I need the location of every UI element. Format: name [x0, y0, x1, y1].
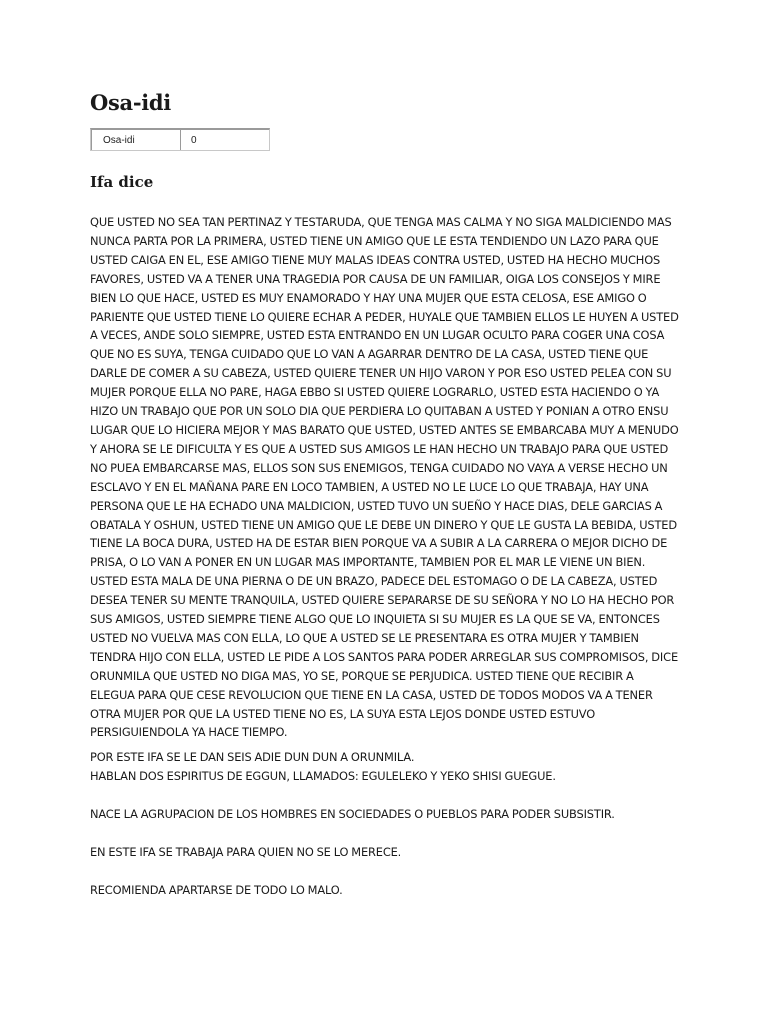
text-line-recommendation: RECOMIENDA APARTARSE DE TODO LO MALO. [90, 883, 343, 897]
spacer [90, 786, 680, 805]
spacer [90, 862, 680, 881]
info-table [90, 128, 270, 151]
text-line-origin: NACE LA AGRUPACION DE LOS HOMBRES EN SOCIEDADES O PUEBLOS PARA PODER SUBSISTIR. [90, 807, 615, 822]
info-table-name-cell: Osa-idi [91, 130, 181, 150]
main-paragraph: QUE USTED NO SEA TAN PERTINAZ Y TESTARUDA, QUE TENGA MAS CALMA Y NO SIGA MALDICIENDO MAS NUNCA PARTA POR LA PRIMERA, USTED TIENE UN AMIGO QUE LE ESTA TENDIENDO UN LAZO PARA QUE USTED CAIGA EN EL, ESE AMIGO TIENE MUY MALAS IDEAS CONTRA USTED, USTED HA HECHO MUCHOS FAVORES, USTED VA A TENER UNA TRAGEDIA POR CAUSA DE UN FAMILIAR, OIGA LOS CONSEJOS Y MIRE BIEN LO QUE HACE, USTED ES MUY ENAMORADO Y HAY UNA MUJER QUE ESTA CELOSA, ESE AMIGO O PARIENTE QUE USTED TIENE LO QUIERE ECHAR A PEDER, HUYALE QUE TAMBIEN ELLOS LE HUYEN A USTED A VECES, ANDE SOLO SIEMPRE, USTED ESTA ENTRANDO EN UN LUGAR OCULTO PARA COGER UNA COSA QUE NO ES SUYA, TENGA CUIDADO QUE LO VAN A AGARRAR DENTRO DE LA CASA, USTED TIENE QUE DARLE DE COMER A SU CABEZA, USTED QUIERE TENER UN HIJO VARON Y POR ESO USTED PELEA CON SU MUJER PORQUE ELLA NO PARE, HAGA EBBO SI USTED QUIERE LOGRARLO, USTED ESTA HACIENDO O YA HIZO UN TRABAJO QUE POR UN SOLO DIA QUE PERDIERA LO QUITABAN A USTED Y PONIAN A OTRO ENSU LUGAR QUE LO HICIERA MEJOR Y MAS BARATO QUE USTED, USTED ANTES SE EMBARCABA MUY A MENUDO Y AHORA SE LE DIFICULTA Y ES QUE A USTED SUS AMIGOS LE HAN HECHO UN TRABAJO PARA QUE USTED NO PUEA EMBARCARSE MAS, ELLOS SON SUS ENEMIGOS, TENGA CUIDADO NO VAYA A VERSE HECHO UN ESCLAVO Y EN EL MAÑANA PARE EN LOCO TAMBIEN, A USTED NO LE LUCE LO QUE TRABAJA, HAY UNA PERSONA QUE LE HA ECHADO UNA MALDICION, USTED TUVO UN SUEÑO Y HACE DIAS, DELE GARCIAS A OBATALA Y OSHUN, USTED TIENE UN AMIGO QUE LE DEBE UN DINERO Y QUE LE GUSTA LA BEBIDA, USTED TIENE LA BOCA DURA, USTED HA DE ESTAR BIEN PORQUE VA A SUBIR A LA CARRERA O MEJOR DICHO DE PRISA, O LO VAN A PONER EN UN LUGAR MAS IMPORTANTE, TAMBIEN POR EL MAR LE VIENE UN BIEN. USTED ESTA MALA DE UNA PIERNA O DE UN BRAZO, PADECE DEL ESTOMAGO O DE LA CABEZA, USTED DESEA TENER SU MENTE TRANQUILA, USTED QUIERE SEPARARSE DE SU SEÑORA Y NO LO HA HECHO POR SUS AMIGOS, USTED SIEMPRE TIENE ALGO QUE LO INQUIETA SI SU MUJER ES LA QUE SE VA, ENTONCES USTED NO VUELVA MAS CON ELLA, LO QUE A USTED SE LE PRESENTARA ES OTRA MUJER Y TAMBIEN TENDRA HIJO CON ELLA, USTED LE PIDE A LOS SANTOS PARA PODER ARREGLAR SUS COMPROMISOS, DICE ORUNMILA QUE USTED NO DIGA MAS, YO SE, PORQUE SE PERJUDICA. USTED TIENE QUE RECIBIR A ELEGUA PARA QUE CESE REVOLUCION QUE TIENE EN LA CASA, USTED DE TODOS MODOS VA A TENER OTRA MUJER POR QUE LA USTED TIENE NO ES, LA SUYA ESTA LEJOS DONDE USTED ESTUVO PERSIGUIENDOLA YA HACE TIEMPO. [90, 215, 679, 740]
text-line-spirits: HABLAN DOS ESPIRITUS DE EGGUN, LLAMADOS: EGULELEKO Y YEKO SHISI GUEGUE. [90, 769, 556, 784]
text-line-offering: POR ESTE IFA SE LE DAN SEIS ADIE DUN DUN A ORUNMILA. [90, 750, 415, 765]
spacer [90, 824, 680, 843]
document-page [90, 88, 680, 900]
page-title: Osa-idi [90, 90, 171, 115]
text-line-work: EN ESTE IFA SE TRABAJA PARA QUIEN NO SE LO MERECE. [90, 845, 402, 860]
section-heading: Ifa dice [90, 173, 154, 191]
info-table-value-cell: 0 [191, 134, 197, 146]
